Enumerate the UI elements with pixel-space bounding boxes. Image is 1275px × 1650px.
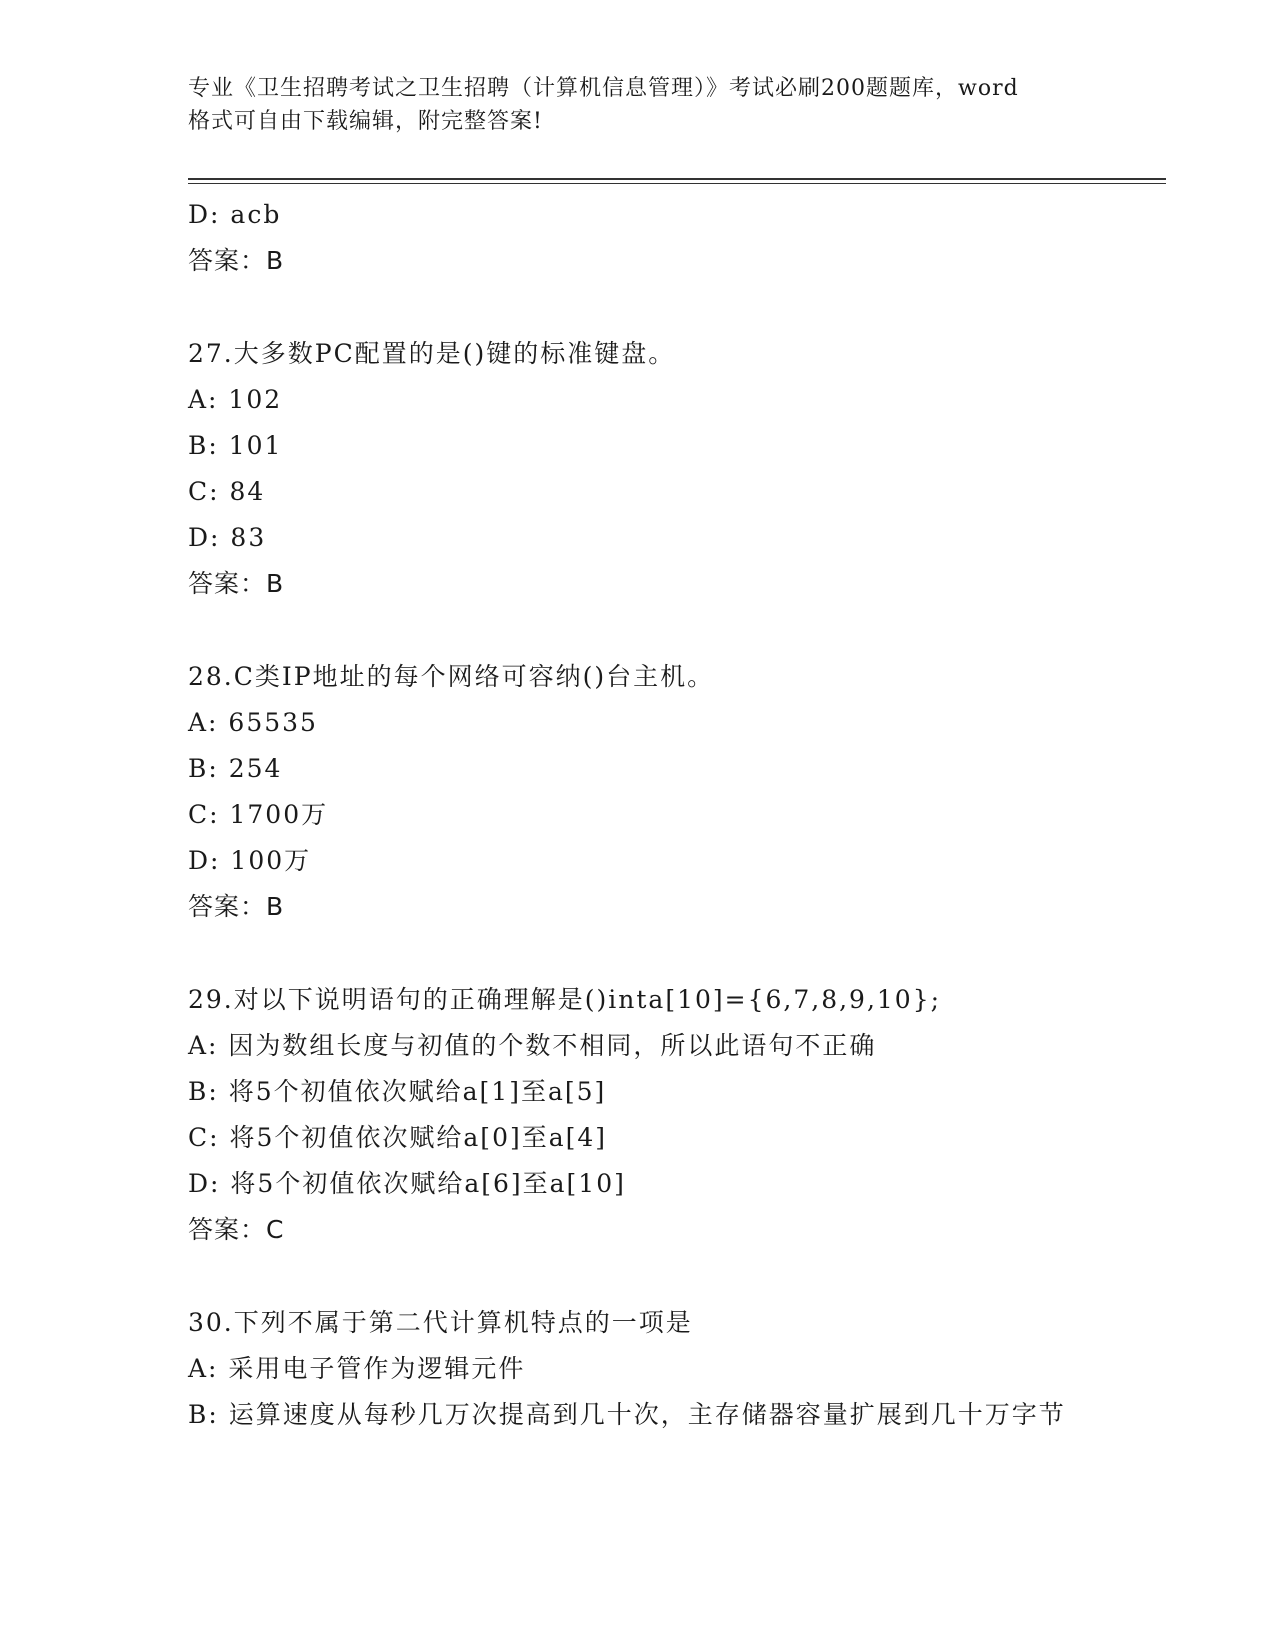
answer-line: 答案：B [188, 892, 285, 921]
option-d: D: acb [188, 200, 282, 229]
header-divider-thick [188, 178, 1166, 180]
option-d: D: 将5个初值依次赋给a[6]至a[10] [188, 1169, 626, 1198]
question-29 [188, 977, 1128, 1253]
option-d: D: 83 [188, 523, 267, 552]
spacer [188, 930, 1128, 977]
header-title-line-1: 专业《卫生招聘考试之卫生招聘（计算机信息管理）》考试必刷200题题库，word [188, 76, 1019, 101]
option-b: B: 运算速度从每秒几万次提高到几十次，主存储器容量扩展到几十万字节 [188, 1400, 1066, 1429]
option-a: A: 65535 [188, 708, 318, 737]
option-b: B: 将5个初值依次赋给a[1]至a[5] [188, 1077, 607, 1106]
option-c: C: 1700万 [188, 800, 329, 829]
question-30 [188, 1300, 1128, 1438]
option-a: A: 采用电子管作为逻辑元件 [188, 1354, 526, 1383]
document-body [188, 192, 1128, 1438]
document-header [188, 72, 1088, 138]
spacer [188, 607, 1128, 654]
answer-line: 答案：B [188, 569, 285, 598]
option-a: A: 102 [188, 385, 283, 414]
header-title-line-2: 格式可自由下载编辑，附完整答案! [188, 109, 543, 134]
question-text: 27.大多数PC配置的是()键的标准键盘。 [188, 339, 676, 368]
question-text: 29.对以下说明语句的正确理解是()inta[10]={6,7,8,9,10}; [188, 985, 942, 1014]
option-d: D: 100万 [188, 846, 312, 875]
answer-line: 答案：B [188, 246, 285, 275]
option-b: B: 101 [188, 431, 283, 460]
option-c: C: 84 [188, 477, 266, 506]
spacer [188, 1253, 1128, 1300]
spacer [188, 284, 1128, 331]
answer-line: 答案：C [188, 1215, 285, 1244]
option-a: A: 因为数组长度与初值的个数不相同，所以此语句不正确 [188, 1031, 877, 1060]
header-divider-thin [188, 183, 1166, 184]
question-26-tail [188, 192, 1128, 284]
question-text: 28.C类IP地址的每个网络可容纳()台主机。 [188, 662, 715, 691]
option-c: C: 将5个初值依次赋给a[0]至a[4] [188, 1123, 608, 1152]
option-b: B: 254 [188, 754, 283, 783]
question-27 [188, 331, 1128, 607]
question-text: 30.下列不属于第二代计算机特点的一项是 [188, 1308, 693, 1337]
question-28 [188, 654, 1128, 930]
